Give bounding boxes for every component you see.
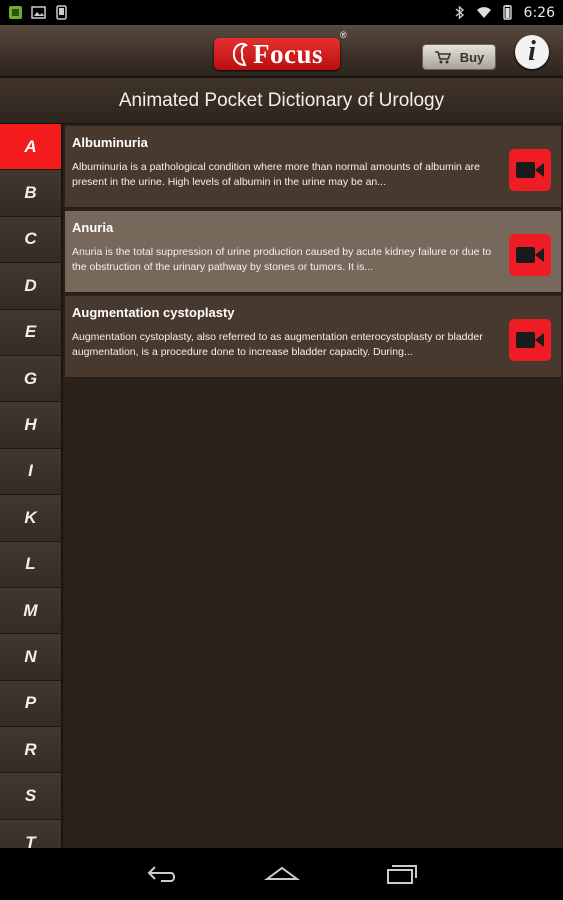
- alphabet-letter-t[interactable]: T: [0, 820, 61, 848]
- list-item[interactable]: [65, 296, 561, 378]
- list-item[interactable]: [65, 126, 561, 208]
- buy-button[interactable]: [422, 44, 496, 70]
- alphabet-letter-b[interactable]: B: [0, 170, 61, 216]
- home-icon: [264, 864, 300, 884]
- alphabet-letter-r[interactable]: R: [0, 727, 61, 773]
- app-header: [0, 25, 563, 78]
- logo-text: Focus: [253, 38, 323, 69]
- alphabet-letter-k[interactable]: K: [0, 495, 61, 541]
- back-icon: [145, 864, 179, 884]
- alphabet-letter-a[interactable]: A: [0, 124, 61, 170]
- entry-description: Augmentation cystoplasty, also referred to as augmentation enterocystoplasty or bladder augmentation, is a procedure done to increase bladder capacity. During...: [72, 331, 483, 358]
- entry-title: Anuria: [72, 220, 114, 235]
- head-profile-icon: [231, 41, 251, 67]
- app-notification-icon: [8, 5, 23, 20]
- wifi-icon: [476, 5, 491, 20]
- clock: 6:26: [523, 4, 555, 21]
- bluetooth-icon: [452, 5, 467, 20]
- device-notification-icon: [54, 5, 69, 20]
- back-button[interactable]: [142, 860, 182, 888]
- info-button[interactable]: [515, 35, 549, 69]
- main-content: [0, 124, 563, 848]
- alphabet-letter-m[interactable]: M: [0, 588, 61, 634]
- alphabet-letter-n[interactable]: N: [0, 634, 61, 680]
- video-button[interactable]: [509, 319, 551, 361]
- buy-button-label: Buy: [459, 49, 485, 65]
- entry-list: [63, 124, 563, 381]
- entry-title: Augmentation cystoplasty: [72, 305, 235, 320]
- entry-title: Albuminuria: [72, 135, 148, 150]
- alphabet-letter-p[interactable]: P: [0, 681, 61, 727]
- cart-icon: [434, 50, 452, 64]
- recent-apps-icon: [385, 863, 419, 885]
- home-button[interactable]: [262, 860, 302, 888]
- focus-logo: [214, 38, 340, 70]
- video-camera-icon: [515, 160, 545, 180]
- video-button[interactable]: [509, 234, 551, 276]
- alphabet-letter-l[interactable]: L: [0, 542, 61, 588]
- video-camera-icon: [515, 245, 545, 265]
- video-camera-icon: [515, 330, 545, 350]
- list-item[interactable]: [65, 211, 561, 293]
- alphabet-index: [0, 124, 63, 848]
- page-title: Animated Pocket Dictionary of Urology: [118, 89, 445, 111]
- registered-mark: ®: [340, 30, 347, 40]
- alphabet-letter-g[interactable]: G: [0, 356, 61, 402]
- title-bar: [0, 78, 563, 124]
- battery-icon: [500, 5, 515, 20]
- alphabet-letter-h[interactable]: H: [0, 402, 61, 448]
- alphabet-letter-e[interactable]: E: [0, 310, 61, 356]
- alphabet-letter-c[interactable]: C: [0, 217, 61, 263]
- video-button[interactable]: [509, 149, 551, 191]
- alphabet-letter-i[interactable]: I: [0, 449, 61, 495]
- info-icon: i: [528, 36, 536, 67]
- recent-apps-button[interactable]: [382, 860, 422, 888]
- entry-description: Anuria is the total suppression of urine production caused by acute kidney failure or due to the obstruction of the urinary pathway by stones or tumors. It is...: [72, 246, 492, 273]
- navigation-bar: [0, 848, 563, 900]
- alphabet-letter-s[interactable]: S: [0, 773, 61, 819]
- alphabet-letter-d[interactable]: D: [0, 263, 61, 309]
- image-notification-icon: [31, 5, 46, 20]
- entry-description: Albuminuria is a pathological condition where more than normal amounts of albumin are present in the urine. High levels of albumin in the urine may be an...: [72, 161, 480, 188]
- status-bar: [0, 0, 563, 25]
